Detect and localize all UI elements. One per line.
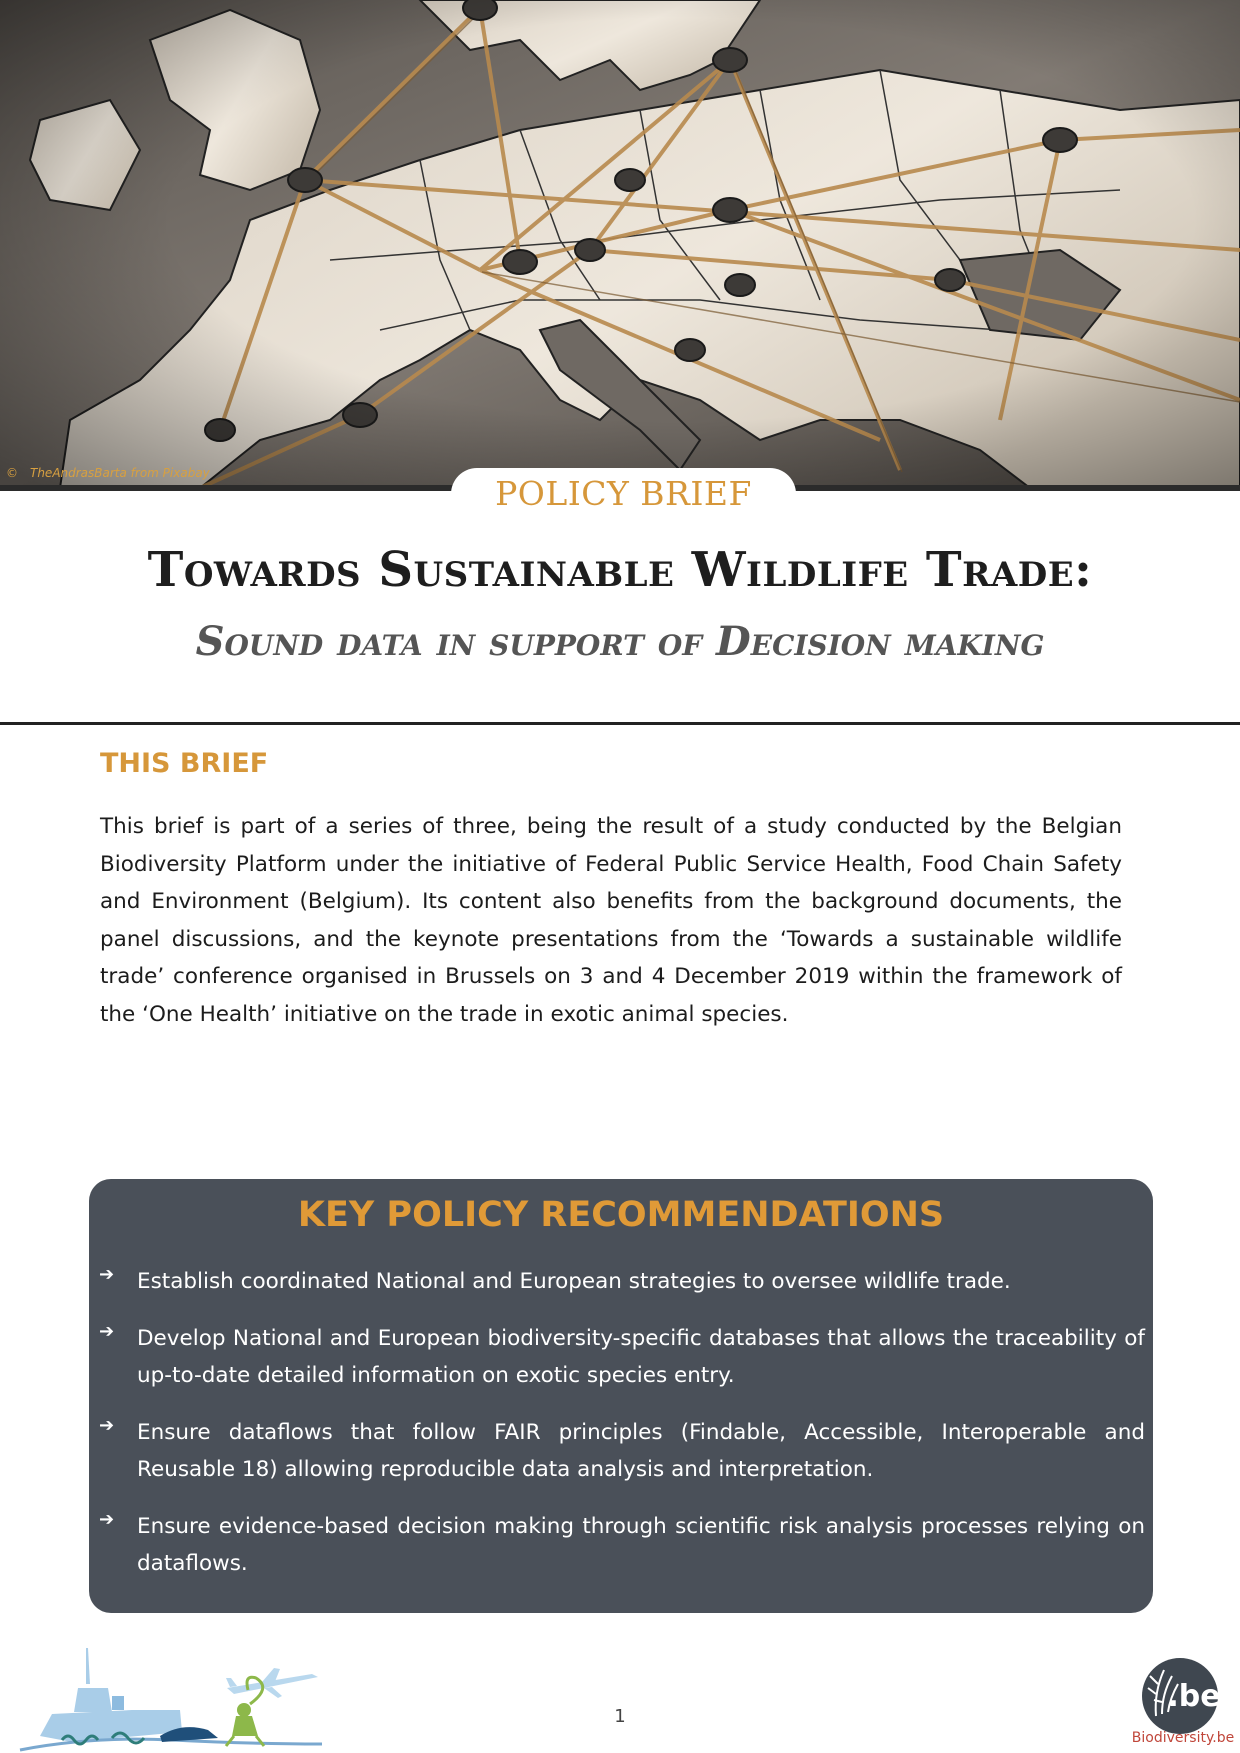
arrow-right-icon: ➔ [99, 1509, 115, 1530]
page-number: 1 [614, 1706, 626, 1727]
hero-photo [0, 0, 1240, 488]
this-brief-heading: THIS BRIEF [100, 748, 269, 779]
recommendation-text: Ensure evidence-based decision making through scientific risk analysis processes relying on dataflows. [137, 1514, 1145, 1576]
photo-credit [6, 466, 210, 480]
photo-credit-text: TheAndrasBarta from Pixabay [30, 466, 210, 480]
recommendation-text: Ensure dataflows that follow FAIR principles (Findable, Accessible, Interoperable and Reusable 18) allowing reproducible data analysis and interpretation. [137, 1420, 1145, 1482]
arrow-right-icon: ➔ [99, 1264, 115, 1285]
arrow-right-icon: ➔ [99, 1321, 115, 1342]
document-subtitle: Sound data in support of Decision making [195, 618, 1045, 665]
recommendations-box [89, 1179, 1153, 1613]
list-item [89, 1508, 1153, 1582]
recommendation-text: Develop National and European biodiversity-specific databases that allows the traceability of up-to-date detailed information on exotic species entry. [137, 1326, 1145, 1388]
list-item [89, 1414, 1153, 1488]
this-brief-paragraph: This brief is part of a series of three, being the result of a study conducted by the Belgian Biodiversity Platform under the initiative of Federal Public Service Health, Food Chain Safety and Environment (Belgium). Its content also benefits from the background documents, the panel discussions, and the keynote presentations from the ‘Towards a sustainable wildlife trade’ conference organised in Brussels on 3 and 4 December 2019 within the framework of the ‘One Health’ initiative on the trade in exotic animal species. [100, 814, 1122, 1027]
recommendations-heading: KEY POLICY RECOMMENDATIONS [297, 1195, 945, 1235]
document-type-tab [451, 468, 796, 526]
recommendation-text: Establish coordinated National and European strategies to oversee wildlife trade. [137, 1269, 1011, 1294]
document-type-label: POLICY BRIEF [495, 474, 752, 513]
map-illustration [0, 0, 1240, 488]
list-item [89, 1263, 1153, 1300]
copyright-symbol: © [6, 466, 18, 480]
wildlife-trade-illustration [12, 1640, 332, 1753]
logo-mark: .be [1167, 1679, 1221, 1714]
document-title: Towards Sustainable Wildlife Trade: [147, 542, 1093, 598]
logo-text: Biodiversity.be [1131, 1730, 1235, 1746]
title-divider [0, 722, 1240, 725]
recommendations-list [89, 1263, 1153, 1602]
list-item [89, 1320, 1153, 1394]
arrow-right-icon: ➔ [99, 1415, 115, 1436]
